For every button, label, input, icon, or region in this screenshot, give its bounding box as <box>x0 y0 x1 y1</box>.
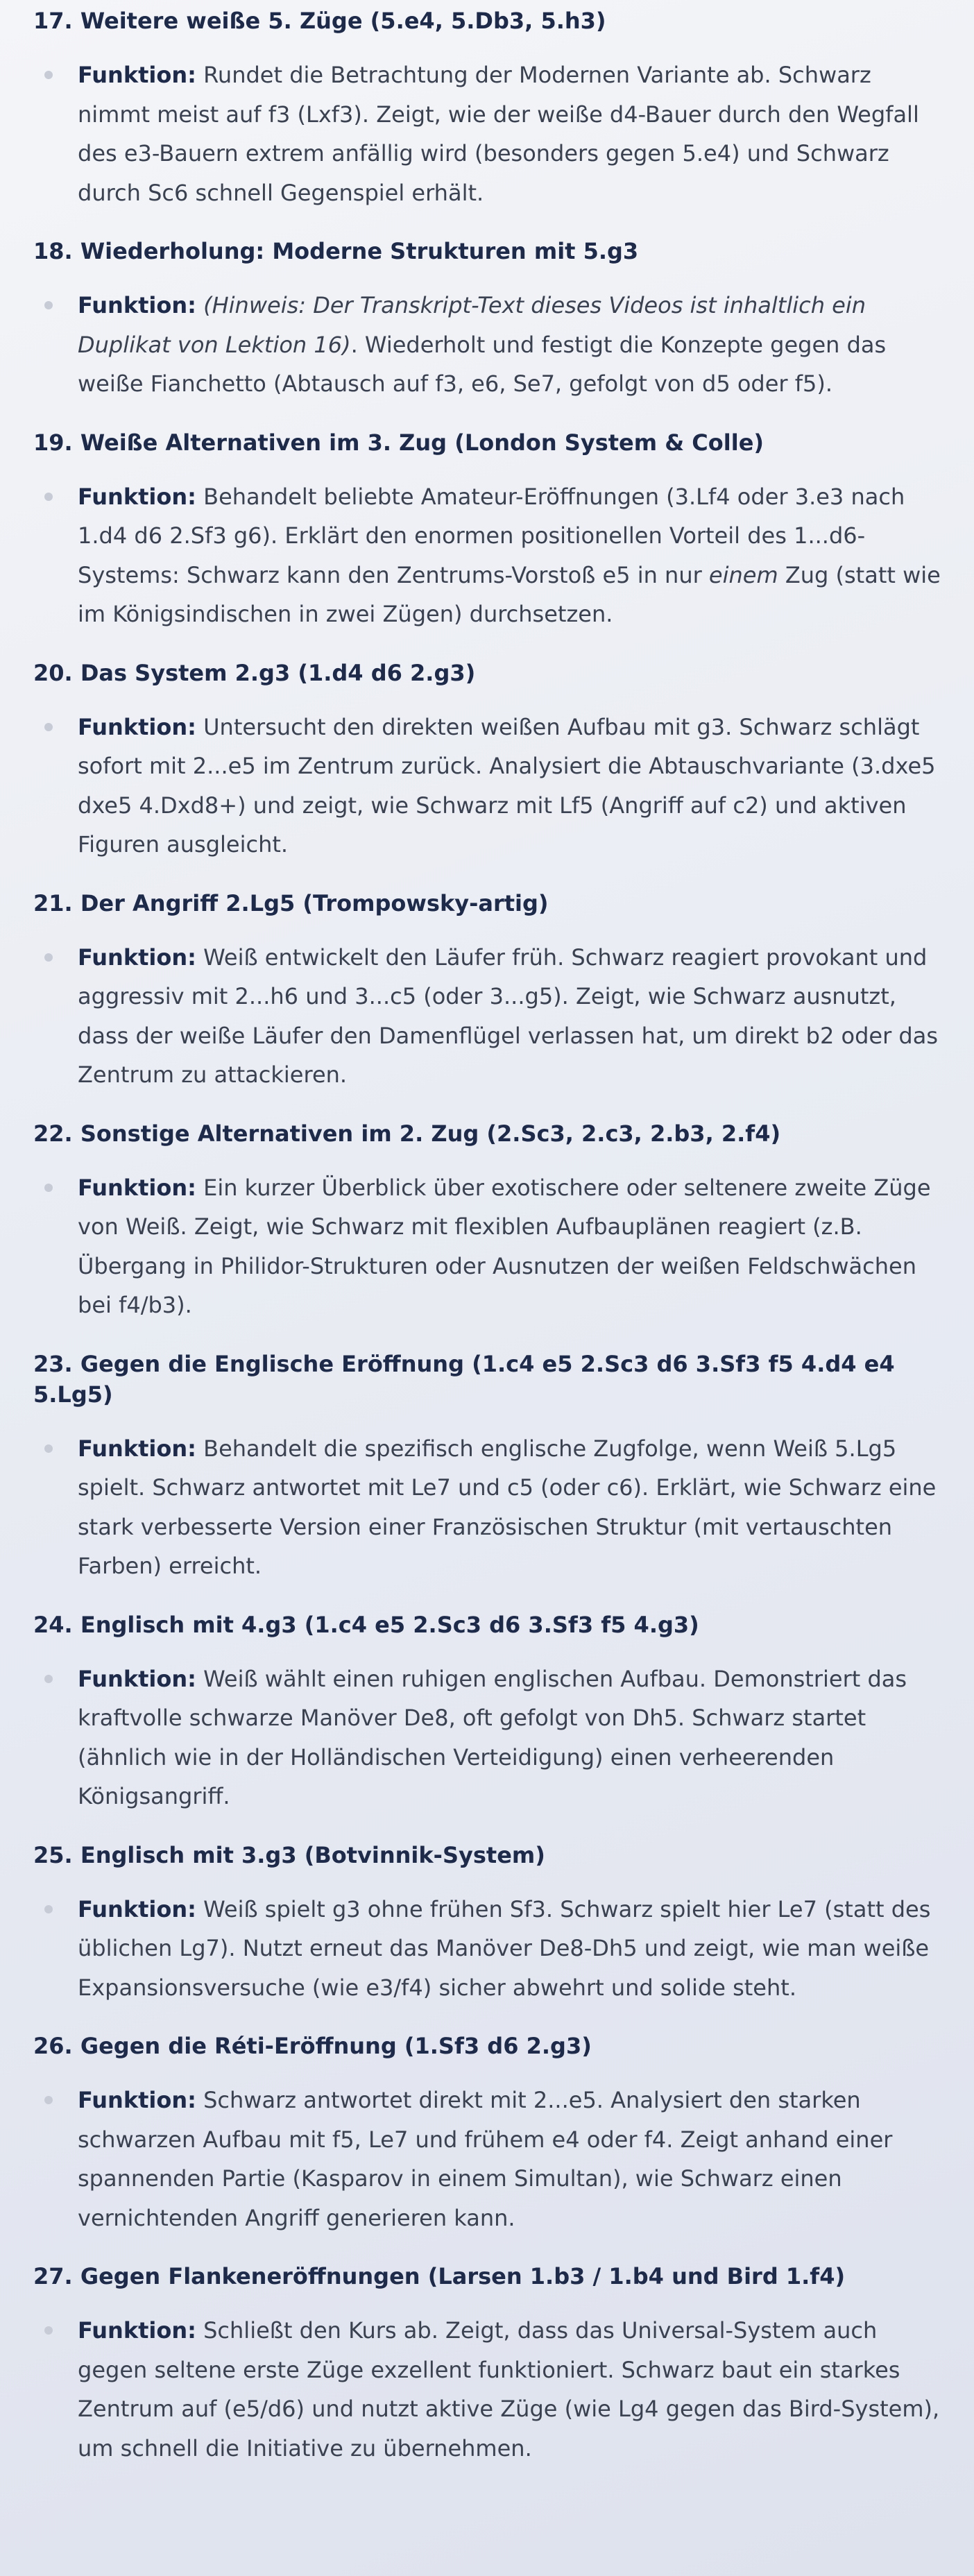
description-text: Weiß entwickelt den Läufer früh. Schwarz reagiert provokant und aggressiv mit 2...h6 und 3...c5 (oder 3...g5). Zeigt, wie Schwarz ausnutzt, dass der weiße Läufer den Damenflügel verlassen hat, um direkt b2 oder das Zentrum zu attackieren. <box>78 944 938 1088</box>
function-label: Funktion: <box>78 1435 196 1462</box>
function-label: Funktion: <box>78 1174 196 1201</box>
section-title: 22. Sonstige Alternativen im 2. Zug (2.Sc3, 2.c3, 2.b3, 2.f4) <box>33 1120 781 1147</box>
section-17 <box>33 6 941 212</box>
function-label: Funktion: <box>78 1895 196 1922</box>
section-title: 23. Gegen die Englische Eröffnung (1.c4 e5 2.Sc3 d6 3.Sf3 f5 4.d4 e4 5.Lg5) <box>33 1350 895 1408</box>
section-title: 24. Englisch mit 4.g3 (1.c4 e5 2.Sc3 d6 3.Sf3 f5 4.g3) <box>33 1611 699 1638</box>
description-text: . Wiederholt und festigt die Konzepte gegen das weiße Fianchetto (Abtausch auf f3, e6, Se7, gefolgt von d5 oder f5). <box>78 331 887 397</box>
section-title: 17. Weitere weiße 5. Züge (5.e4, 5.Db3, 5.h3) <box>33 8 606 34</box>
description-text: Rundet die Betrachtung der Modernen Variante ab. Schwarz nimmt meist auf f3 (Lxf3). Zeigt, wie der weiße d4-Bauer durch den Wegfall des e3-Bauern extrem anfällig wird (besonders gegen 5.e4) und Schwarz durch Sc6 schnell Gegenspiel erhält. <box>78 62 919 206</box>
description-text: Untersucht den direkten weißen Aufbau mit g3. Schwarz schlägt sofort mit 2...e5 im Zentrum zurück. Analysiert die Abtauschvariante (3.dxe5 dxe5 4.Dxd8+) und zeigt, wie Schwarz mit Lf5 (Angriff auf c2) und aktiven Figuren ausgleicht. <box>78 713 936 858</box>
list-item <box>78 286 941 404</box>
bullet-list <box>33 1168 941 1325</box>
description-text: Weiß wählt einen ruhigen englischen Aufbau. Demonstriert das kraftvolle schwarze Manöver De8, oft gefolgt von Dh5. Schwarz startet (ähnlich wie in der Holländischen Verteidigung) einen verheerenden Königsangriff. <box>78 1665 907 1809</box>
bullet-list <box>33 708 941 864</box>
function-label: Funktion: <box>78 713 196 740</box>
section-19 <box>33 427 941 634</box>
list-item <box>78 1660 941 1816</box>
section-title: 26. Gegen die Réti-Eröffnung (1.Sf3 d6 2.g3) <box>33 2033 592 2059</box>
section-21 <box>33 888 941 1095</box>
function-label: Funktion: <box>78 2087 196 2113</box>
section-26 <box>33 2031 941 2237</box>
bullet-list <box>33 286 941 404</box>
list-item <box>78 708 941 864</box>
list-item <box>78 1168 941 1325</box>
description-text: Zug (statt wie im Königsindischen in zwei Zügen) durchsetzen. <box>78 561 941 627</box>
section-27 <box>33 2261 941 2468</box>
list-item <box>78 2311 941 2468</box>
description-text <box>196 292 203 318</box>
section-18 <box>33 236 941 404</box>
bullet-list <box>33 477 941 634</box>
section-title: 27. Gegen Flankeneröffnungen (Larsen 1.b3 / 1.b4 und Bird 1.f4) <box>33 2263 846 2289</box>
description-text: Behandelt die spezifisch englische Zugfolge, wenn Weiß 5.Lg5 spielt. Schwarz antwortet mit Le7 und c5 (oder c6). Erklärt, wie Schwarz eine stark verbesserte Version einer Französischen Struktur (mit vertauschten Farben) erreicht. <box>78 1435 937 1579</box>
section-title: 20. Das System 2.g3 (1.d4 d6 2.g3) <box>33 659 476 686</box>
list-item <box>78 477 941 634</box>
section-23 <box>33 1349 941 1586</box>
section-25 <box>33 1840 941 2008</box>
function-label: Funktion: <box>78 944 196 971</box>
bullet-list <box>33 1660 941 1816</box>
function-label: Funktion: <box>78 292 196 318</box>
section-title: 19. Weiße Alternativen im 3. Zug (London System & Colle) <box>33 429 764 456</box>
list-item <box>78 938 941 1095</box>
description-text: Weiß spielt g3 ohne frühen Sf3. Schwarz spielt hier Le7 (statt des üblichen Lg7). Nutzt erneut das Manöver De8-Dh5 und zeigt, wie man weiße Expansionsversuche (wie e3/f4) sicher abwehrt und solide steht. <box>78 1895 931 2001</box>
bullet-list <box>33 2311 941 2468</box>
section-title: 18. Wiederholung: Moderne Strukturen mit 5.g3 <box>33 238 639 264</box>
list-item <box>78 56 941 212</box>
description-text: Behandelt beliebte Amateur-Eröffnungen (3.Lf4 oder 3.e3 nach 1.d4 d6 2.Sf3 g6). Erklärt den enormen positionellen Vorteil des 1...d6-Systems: Schwarz kann den Zentrums-Vorstoß e5 in nur <box>78 483 905 588</box>
function-label: Funktion: <box>78 1665 196 1692</box>
bullet-list <box>33 1429 941 1586</box>
section-20 <box>33 658 941 864</box>
bullet-list <box>33 2081 941 2237</box>
section-22 <box>33 1118 941 1325</box>
list-item <box>78 2081 941 2237</box>
section-title: 21. Der Angriff 2.Lg5 (Trompowsky-artig) <box>33 889 549 916</box>
description-text: Ein kurzer Überblick über exotischere oder seltenere zweite Züge von Weiß. Zeigt, wie Schwarz mit flexiblen Aufbauplänen reagiert (z.B. Übergang in Philidor-Strukturen oder Ausnutzen der weißen Feldschwächen bei f4/b3). <box>78 1174 931 1318</box>
bullet-list <box>33 56 941 212</box>
function-label: Funktion: <box>78 483 196 510</box>
emphasis-text: einem <box>708 561 778 588</box>
list-item <box>78 1890 941 2008</box>
note-text: (Hinweis: Der Transkript-Text dieses Videos ist inhaltlich ein Duplikat von Lektion 16) <box>78 292 866 358</box>
bullet-list <box>33 938 941 1095</box>
section-title: 25. Englisch mit 3.g3 (Botvinnik-System) <box>33 1841 545 1868</box>
section-24 <box>33 1610 941 1816</box>
description-text: Schließt den Kurs ab. Zeigt, dass das Universal-System auch gegen seltene erste Züge exzellent funktioniert. Schwarz baut ein starkes Zentrum auf (e5/d6) und nutzt aktive Züge (wie Lg4 gegen das Bird-System), um schnell die Initiative zu übernehmen. <box>78 2317 940 2462</box>
bullet-list <box>33 1890 941 2008</box>
function-label: Funktion: <box>78 62 196 88</box>
function-label: Funktion: <box>78 2317 196 2344</box>
description-text: Schwarz antwortet direkt mit 2...e5. Analysiert den starken schwarzen Aufbau mit f5, Le7 und frühem e4 oder f4. Zeigt anhand einer spannenden Partie (Kasparov in einem Simultan), wie Schwarz einen vernichtenden Angriff generieren kann. <box>78 2087 893 2231</box>
list-item <box>78 1429 941 1586</box>
